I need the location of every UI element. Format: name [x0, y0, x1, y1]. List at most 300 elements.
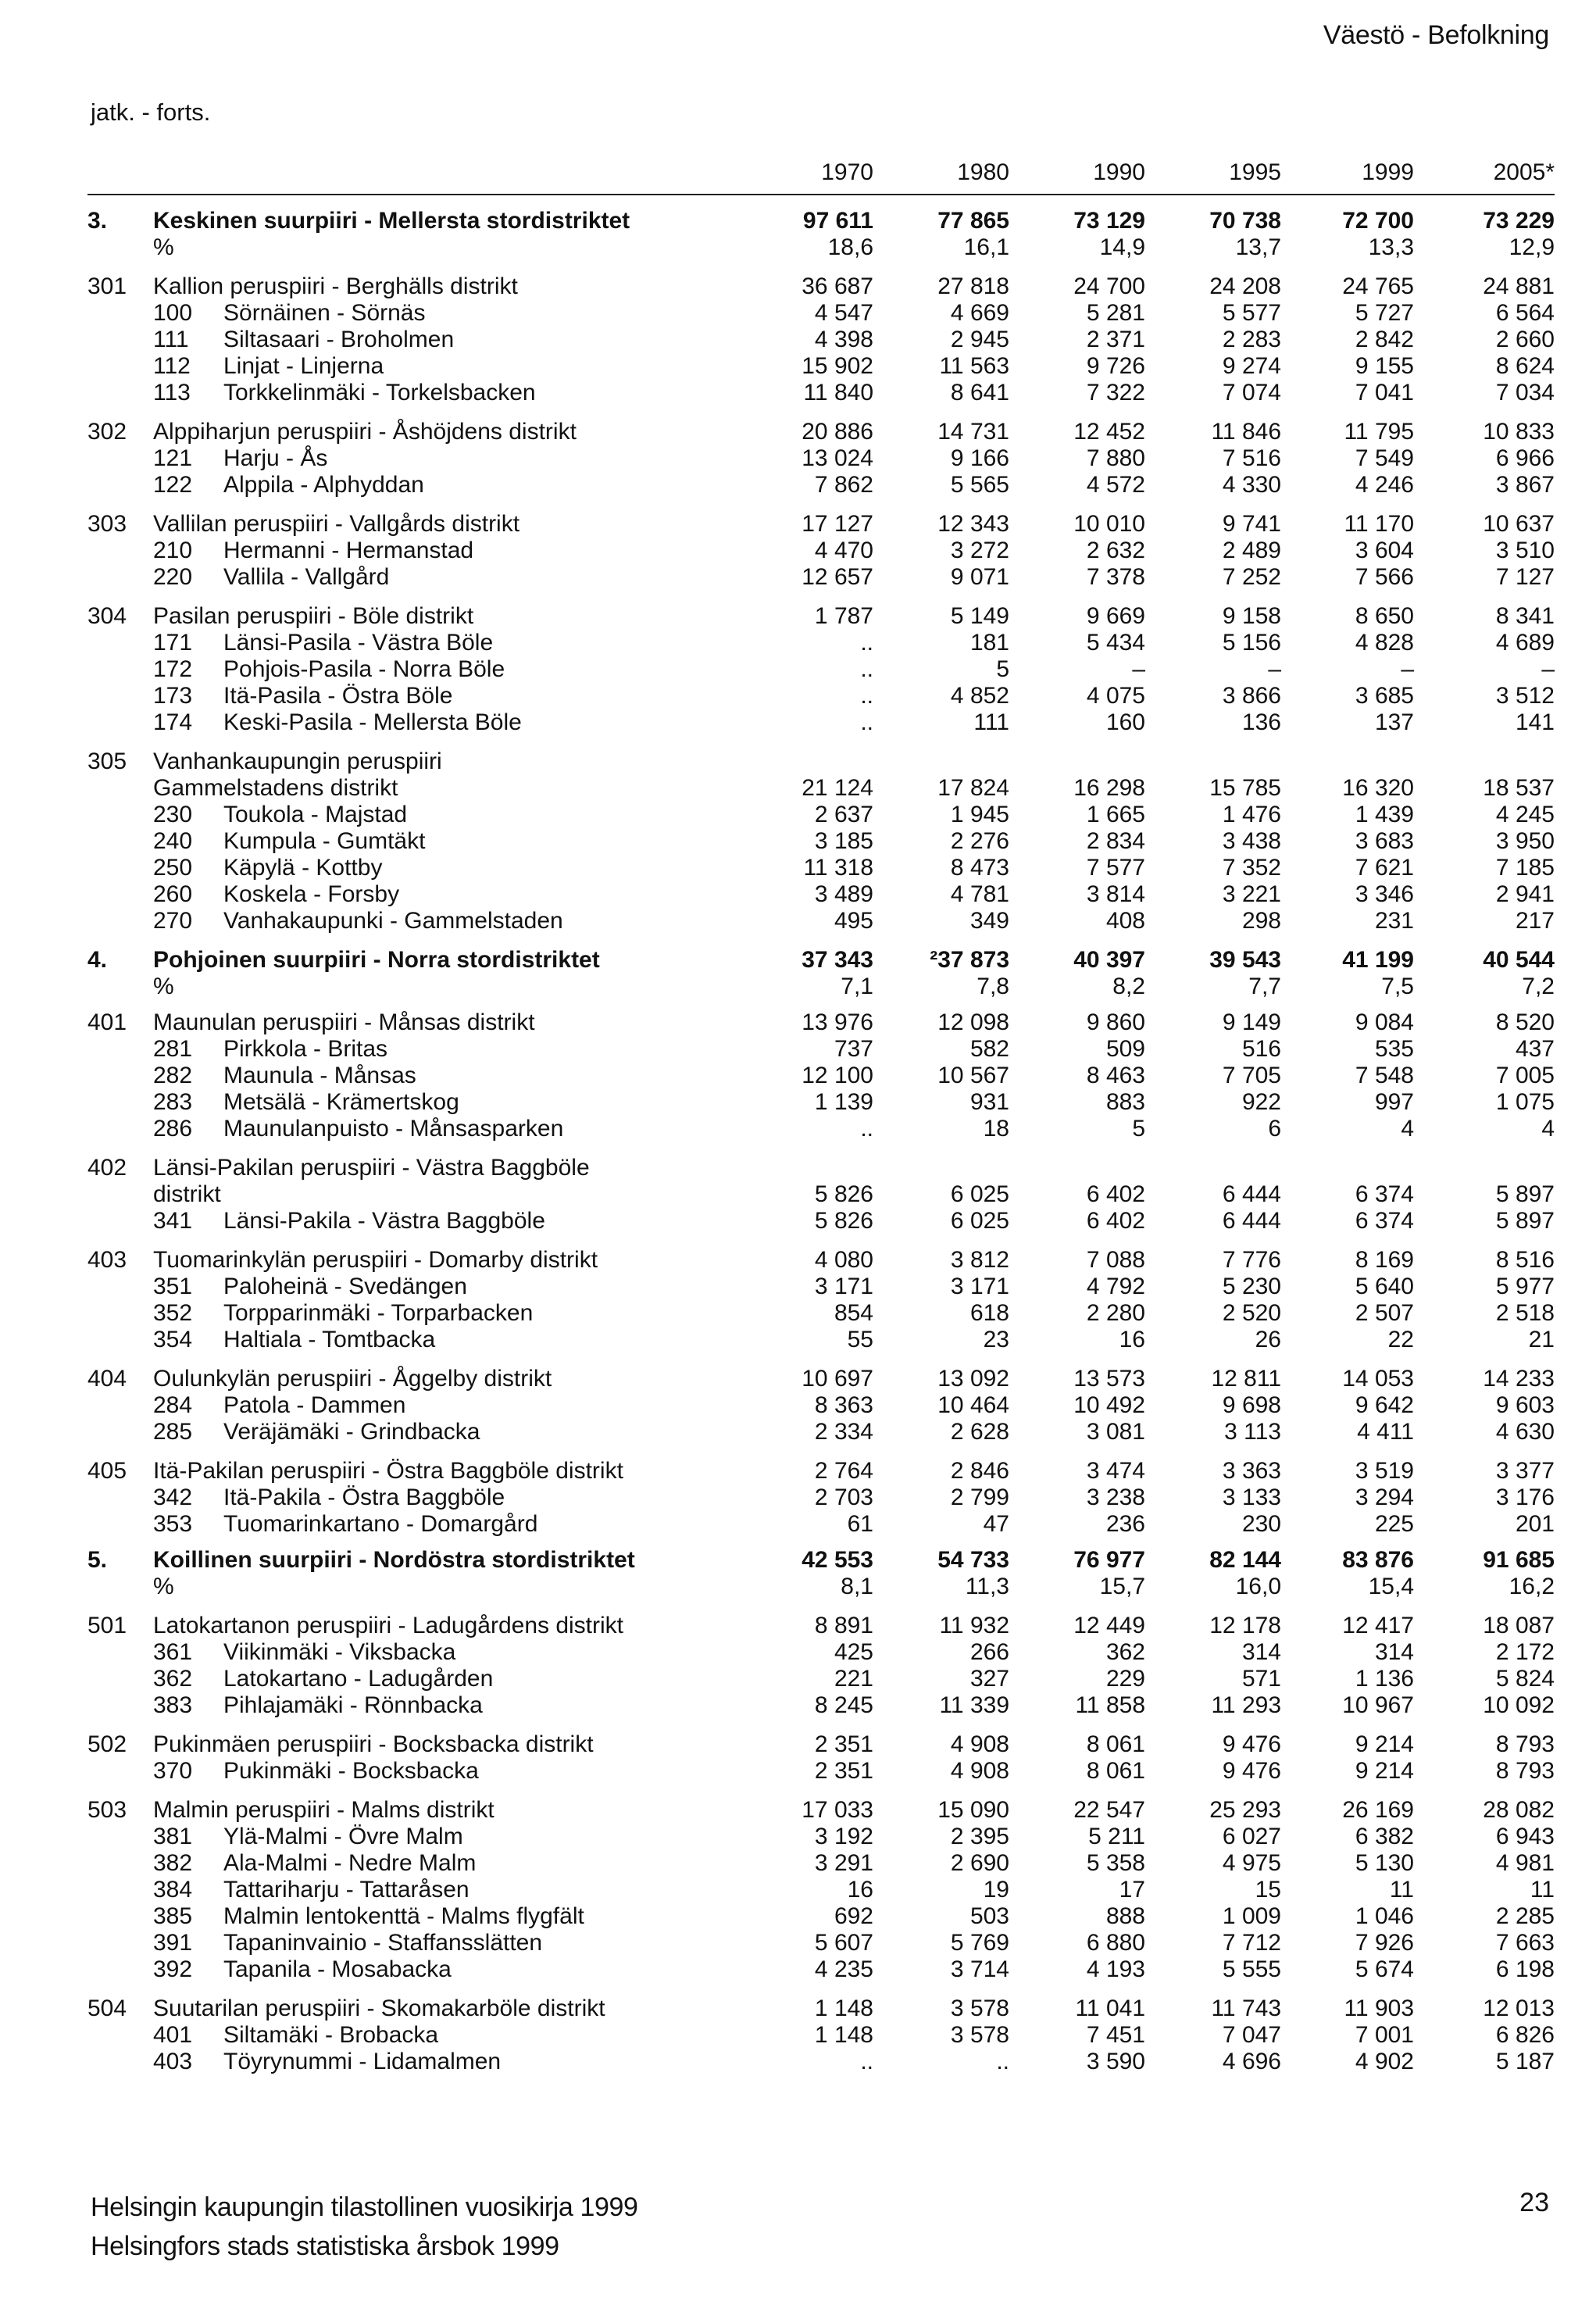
- value-cell: 6 025: [950, 1208, 1009, 1234]
- value-cell: 3 814: [1086, 881, 1145, 907]
- value-cell: 13 976: [802, 1009, 873, 1035]
- district-code: 502: [87, 1731, 127, 1757]
- table-section: [87, 603, 1555, 736]
- value-cell: 9 726: [1086, 353, 1145, 379]
- value-cell: 137: [1374, 709, 1414, 735]
- value-cell: 136: [1241, 709, 1281, 735]
- value-cell: 3 291: [814, 1850, 873, 1876]
- value-cell: 6 374: [1355, 1181, 1414, 1207]
- table-row: [87, 538, 1555, 564]
- value-cell: 8 341: [1495, 603, 1555, 629]
- subdistrict-name: Pirkkola - Britas: [223, 1036, 388, 1062]
- value-cell: 7 621: [1355, 855, 1414, 881]
- value-cell: 2 632: [1086, 538, 1145, 563]
- value-cell: 17: [1119, 1877, 1145, 1903]
- subdistrict-code: 172: [153, 656, 193, 682]
- value-cell: 97 611: [802, 208, 873, 234]
- subdistrict-name: Hermanni - Hermanstad: [223, 538, 474, 563]
- value-cell: 8 169: [1355, 1247, 1414, 1273]
- value-cell: 4 235: [814, 1956, 873, 1982]
- running-header: Väestö - Befolkning: [1323, 20, 1549, 50]
- table-section: [87, 1155, 1555, 1234]
- value-cell: 11: [1389, 1877, 1414, 1903]
- value-cell: 2 395: [950, 1824, 1009, 1849]
- value-cell: 503: [969, 1903, 1009, 1929]
- value-cell: 8 624: [1495, 353, 1555, 379]
- district-name: Gammelstadens distrikt: [153, 775, 398, 801]
- value-cell: 8 516: [1495, 1247, 1555, 1273]
- value-cell: 14 233: [1483, 1366, 1555, 1392]
- subdistrict-code: 384: [153, 1877, 193, 1903]
- subdistrict-name: Pohjois-Pasila - Norra Böle: [223, 656, 505, 682]
- value-cell: 73 229: [1483, 208, 1555, 234]
- value-cell: 5 769: [950, 1930, 1009, 1956]
- value-cell: 9 166: [950, 445, 1009, 471]
- value-cell: 6 382: [1355, 1824, 1414, 1849]
- table-row: [87, 1208, 1555, 1234]
- value-cell: 11: [1530, 1877, 1555, 1903]
- value-cell: 10 010: [1073, 511, 1145, 537]
- subdistrict-code: 342: [153, 1485, 193, 1510]
- value-cell: 3 950: [1495, 828, 1555, 854]
- value-cell: 22 547: [1073, 1797, 1145, 1823]
- subdistrict-code: 220: [153, 564, 193, 590]
- value-cell: 5 211: [1088, 1824, 1145, 1849]
- value-cell: 3 474: [1086, 1458, 1145, 1484]
- value-cell: 111: [973, 709, 1009, 735]
- value-cell: 4: [1541, 1116, 1555, 1142]
- subdistrict-name: Metsälä - Krämertskog: [223, 1089, 459, 1115]
- table-row: [87, 1155, 1555, 1181]
- table-row: [87, 1613, 1555, 1639]
- value-cell: 12 657: [802, 564, 873, 590]
- district-code: 4.: [87, 947, 108, 973]
- subdistrict-cell: [153, 1116, 748, 1142]
- district-name: Itä-Pakilan peruspiiri - Östra Baggböle distrikt: [153, 1458, 623, 1484]
- table-section: [87, 511, 1555, 591]
- value-cell: 12 100: [802, 1063, 873, 1088]
- value-cell: 10 092: [1483, 1692, 1555, 1718]
- value-cell: 2 690: [950, 1850, 1009, 1876]
- value-cell: 3 294: [1355, 1485, 1414, 1510]
- subdistrict-name: Torkkelinmäki - Torkelsbacken: [223, 380, 536, 406]
- table-section: [87, 1366, 1555, 1445]
- subdistrict-name: Itä-Pakila - Östra Baggböle: [223, 1485, 505, 1510]
- table-row: [87, 2022, 1555, 2049]
- value-cell: 26 169: [1342, 1797, 1414, 1823]
- subdistrict-code: 352: [153, 1300, 193, 1326]
- subdistrict-cell: [153, 1639, 748, 1666]
- subdistrict-code: 111: [153, 327, 189, 352]
- value-cell: 1 665: [1086, 802, 1145, 827]
- value-cell: 229: [1105, 1666, 1145, 1692]
- value-cell: 13 573: [1073, 1366, 1145, 1392]
- value-cell: 5: [1132, 1116, 1145, 1142]
- value-cell: 5 555: [1222, 1956, 1281, 1982]
- value-cell: 16 298: [1073, 775, 1145, 801]
- subdistrict-name: Tuomarinkartano - Domargård: [223, 1511, 538, 1537]
- table-row: [87, 1063, 1555, 1089]
- district-code: 403: [87, 1247, 127, 1273]
- value-cell: 11 846: [1211, 419, 1281, 445]
- value-cell: 3 489: [814, 881, 873, 907]
- subdistrict-code: 173: [153, 683, 193, 709]
- subdistrict-cell: [153, 1877, 748, 1903]
- value-cell: 3 185: [814, 828, 873, 854]
- value-cell: 2 507: [1355, 1300, 1414, 1326]
- value-cell: 6 402: [1086, 1181, 1145, 1207]
- subdistrict-name: Ala-Malmi - Nedre Malm: [223, 1850, 477, 1876]
- district-name: Oulunkylän peruspiiri - Åggelby distrikt: [153, 1366, 552, 1392]
- value-cell: 4 245: [1495, 802, 1555, 827]
- value-cell: 737: [834, 1036, 873, 1062]
- value-cell: 3 714: [950, 1956, 1009, 1982]
- value-cell: 4 975: [1222, 1850, 1281, 1876]
- value-cell: 3 363: [1222, 1458, 1281, 1484]
- subdistrict-cell: [153, 709, 748, 736]
- subdistrict-cell: [153, 2022, 748, 2049]
- district-code: 405: [87, 1458, 127, 1484]
- table-row: [87, 419, 1555, 445]
- value-cell: 9 274: [1222, 353, 1281, 379]
- value-cell: 22: [1387, 1327, 1414, 1352]
- value-cell: ..: [860, 709, 873, 735]
- value-cell: 11 563: [939, 353, 1009, 379]
- value-cell: 425: [834, 1639, 873, 1665]
- table-section: [87, 419, 1555, 498]
- subdistrict-name: Toukola - Majstad: [223, 802, 408, 827]
- table-row: [87, 1850, 1555, 1877]
- subdistrict-name: Kumpula - Gumtäkt: [223, 828, 426, 854]
- value-cell: 15 090: [937, 1797, 1009, 1823]
- value-cell: 4 075: [1086, 683, 1145, 709]
- value-cell: 5 640: [1355, 1274, 1414, 1299]
- subdistrict-code: 283: [153, 1089, 193, 1115]
- value-cell: 236: [1105, 1511, 1145, 1537]
- subdistrict-code: 122: [153, 472, 193, 498]
- value-cell: 3 683: [1355, 828, 1414, 854]
- table-section: [87, 1009, 1555, 1142]
- subdistrict-cell: [153, 1511, 748, 1538]
- table-row: [87, 1327, 1555, 1353]
- value-cell: 16 320: [1342, 775, 1414, 801]
- value-cell: 61: [847, 1511, 873, 1537]
- table-row: [87, 2049, 1555, 2075]
- value-cell: 6 198: [1495, 1956, 1555, 1982]
- value-cell: 7 705: [1222, 1063, 1281, 1088]
- table-row: [87, 1666, 1555, 1692]
- table-row: [87, 234, 1555, 261]
- district-code: 302: [87, 419, 127, 445]
- value-cell: 13,7: [1235, 234, 1281, 260]
- value-cell: 181: [969, 630, 1009, 656]
- value-cell: 3 133: [1222, 1485, 1281, 1510]
- value-cell: 9 071: [950, 564, 1009, 590]
- value-cell: 2 285: [1495, 1903, 1555, 1929]
- district-name: Pasilan peruspiiri - Böle distrikt: [153, 603, 474, 629]
- table-row: [87, 472, 1555, 498]
- subdistrict-name: Käpylä - Kottby: [223, 855, 383, 881]
- value-cell: 997: [1374, 1089, 1414, 1115]
- value-cell: 41 199: [1342, 947, 1414, 973]
- subdistrict-code: 403: [153, 2049, 193, 2074]
- value-cell: –: [1541, 656, 1555, 682]
- value-cell: 7 451: [1086, 2022, 1145, 2048]
- value-cell: 13 024: [802, 445, 873, 471]
- value-cell: 5 826: [814, 1208, 873, 1234]
- year-header: 1980: [957, 159, 1009, 185]
- value-cell: 2 941: [1495, 881, 1555, 907]
- value-cell: 14 053: [1342, 1366, 1414, 1392]
- table-row: [87, 1089, 1555, 1116]
- value-cell: 11 293: [1211, 1692, 1281, 1718]
- district-name: distrikt: [153, 1181, 221, 1207]
- value-cell: 5 149: [950, 603, 1009, 629]
- value-cell: 5 130: [1355, 1850, 1414, 1876]
- value-cell: 7 516: [1222, 445, 1281, 471]
- subdistrict-name: Länsi-Pakila - Västra Baggböle: [223, 1208, 545, 1234]
- table-row: [87, 802, 1555, 828]
- value-cell: 2 846: [950, 1458, 1009, 1484]
- value-cell: 24 881: [1483, 273, 1555, 299]
- subdistrict-name: Paloheinä - Svedängen: [223, 1274, 467, 1299]
- value-cell: 4 547: [814, 300, 873, 326]
- value-cell: 1 136: [1355, 1666, 1414, 1692]
- subdistrict-name: Pihlajamäki - Rönnbacka: [223, 1692, 483, 1718]
- district-code: 401: [87, 1009, 127, 1035]
- subdistrict-code: 361: [153, 1639, 193, 1665]
- value-cell: 18: [983, 1116, 1009, 1142]
- value-cell: –: [1132, 656, 1145, 682]
- value-cell: 13,3: [1368, 234, 1414, 260]
- value-cell: 327: [969, 1666, 1009, 1692]
- value-cell: 888: [1105, 1903, 1145, 1929]
- value-cell: 571: [1241, 1666, 1281, 1692]
- value-cell: 931: [969, 1089, 1009, 1115]
- value-cell: 4 470: [814, 538, 873, 563]
- subdistrict-cell: [153, 908, 748, 934]
- subdistrict-code: 270: [153, 908, 193, 934]
- value-cell: 6 880: [1086, 1930, 1145, 1956]
- subdistrict-cell: [153, 683, 748, 709]
- table-row: [87, 630, 1555, 656]
- value-cell: 4 981: [1495, 1850, 1555, 1876]
- value-cell: 2 520: [1222, 1300, 1281, 1326]
- value-cell: 15 902: [802, 353, 873, 379]
- value-cell: 2 351: [814, 1758, 873, 1784]
- value-cell: 3 377: [1495, 1458, 1555, 1484]
- value-cell: 5 674: [1355, 1956, 1414, 1982]
- value-cell: 4 908: [950, 1758, 1009, 1784]
- value-cell: 3 272: [950, 538, 1009, 563]
- value-cell: 5: [996, 656, 1009, 682]
- subdistrict-code: 174: [153, 709, 193, 735]
- subdistrict-code: 385: [153, 1903, 193, 1929]
- value-cell: 11 840: [803, 380, 873, 406]
- value-cell: 221: [834, 1666, 873, 1692]
- subdistrict-code: 285: [153, 1419, 193, 1445]
- value-cell: 3 171: [950, 1274, 1009, 1299]
- table-row: [87, 1485, 1555, 1511]
- value-cell: 12 013: [1483, 1996, 1555, 2021]
- subdistrict-code: 171: [153, 630, 193, 656]
- value-cell: 1 148: [814, 2022, 873, 2048]
- value-cell: 883: [1105, 1089, 1145, 1115]
- value-cell: 70 738: [1209, 208, 1281, 234]
- subdistrict-cell: [153, 1036, 748, 1063]
- value-cell: 12 343: [937, 511, 1009, 537]
- value-cell: 40 544: [1483, 947, 1555, 973]
- value-cell: 1 075: [1495, 1089, 1555, 1115]
- subdistrict-cell: [153, 802, 748, 828]
- subdistrict-name: Patola - Dammen: [223, 1392, 406, 1418]
- district-name: Vanhankaupungin peruspiiri: [153, 749, 442, 774]
- subdistrict-name: Ylä-Malmi - Övre Malm: [223, 1824, 463, 1849]
- header-rule: [87, 194, 1555, 195]
- subdistrict-cell: [153, 1850, 748, 1877]
- value-cell: 349: [969, 908, 1009, 934]
- continued-label: jatk. - forts.: [91, 98, 211, 126]
- subdistrict-code: 113: [153, 380, 191, 406]
- value-cell: 509: [1105, 1036, 1145, 1062]
- value-cell: 10 637: [1483, 511, 1555, 537]
- table-row: [87, 1956, 1555, 1983]
- value-cell: 7 127: [1495, 564, 1555, 590]
- value-cell: 7,5: [1381, 974, 1414, 999]
- subdistrict-code: 260: [153, 881, 193, 907]
- value-cell: 73 129: [1073, 208, 1145, 234]
- subdistrict-code: 401: [153, 2022, 193, 2048]
- subdistrict-cell: [153, 445, 748, 472]
- table-row: [87, 656, 1555, 683]
- table-row: [87, 1731, 1555, 1758]
- value-cell: 2 518: [1495, 1300, 1555, 1326]
- footer-title-fi: Helsingin kaupungin tilastollinen vuosikirja 1999: [91, 2192, 638, 2222]
- value-cell: 1 148: [814, 1996, 873, 2021]
- value-cell: 3 578: [950, 2022, 1009, 2048]
- district-code: 3.: [87, 208, 108, 234]
- value-cell: 27 818: [937, 273, 1009, 299]
- subdistrict-name: Veräjämäki - Grindbacka: [223, 1419, 480, 1445]
- district-code: 501: [87, 1613, 127, 1638]
- value-cell: 14 731: [937, 419, 1009, 445]
- value-cell: 6 564: [1495, 300, 1555, 326]
- value-cell: 1 439: [1355, 802, 1414, 827]
- subdistrict-name: Vanhakaupunki - Gammelstaden: [223, 908, 563, 934]
- value-cell: 408: [1105, 908, 1145, 934]
- value-cell: 16,0: [1235, 1574, 1281, 1599]
- value-cell: 10 833: [1483, 419, 1555, 445]
- value-cell: 47: [983, 1511, 1009, 1537]
- value-cell: 10 464: [937, 1392, 1009, 1418]
- subdistrict-name: Vallila - Vallgård: [223, 564, 390, 590]
- subdistrict-cell: [153, 1485, 748, 1511]
- table-row: [87, 353, 1555, 380]
- district-code: 404: [87, 1366, 127, 1392]
- subdistrict-code: 240: [153, 828, 193, 854]
- subdistrict-cell: [153, 828, 748, 855]
- subdistrict-name: Siltasaari - Broholmen: [223, 327, 455, 352]
- subdistrict-cell: [153, 1824, 748, 1850]
- value-cell: 1 046: [1355, 1903, 1414, 1929]
- subdistrict-name: Tattariharju - Tattaråsen: [223, 1877, 470, 1903]
- table-row: [87, 1547, 1555, 1574]
- subdistrict-name: Maunulanpuisto - Månsasparken: [223, 1116, 564, 1142]
- table-section: [87, 1996, 1555, 2075]
- table-row: [87, 208, 1555, 234]
- value-cell: 4 852: [950, 683, 1009, 709]
- value-cell: 8 650: [1355, 603, 1414, 629]
- value-cell: 8 061: [1086, 1731, 1145, 1757]
- value-cell: 11 318: [803, 855, 873, 881]
- value-cell: ..: [860, 656, 873, 682]
- value-cell: 24 208: [1209, 273, 1281, 299]
- subdistrict-cell: [153, 881, 748, 908]
- value-cell: 618: [969, 1300, 1009, 1326]
- value-cell: 12 098: [937, 1009, 1009, 1035]
- value-cell: 7,2: [1522, 974, 1555, 999]
- value-cell: 12 811: [1211, 1366, 1281, 1392]
- subdistrict-cell: [153, 630, 748, 656]
- value-cell: 2 628: [950, 1419, 1009, 1445]
- value-cell: 82 144: [1209, 1547, 1281, 1573]
- value-cell: 21: [1528, 1327, 1555, 1352]
- table-row: [87, 908, 1555, 934]
- table-row: [87, 1877, 1555, 1903]
- value-cell: 6 374: [1355, 1208, 1414, 1234]
- table-body: [87, 208, 1555, 2075]
- value-cell: 8 061: [1086, 1758, 1145, 1784]
- subdistrict-name: Malmin lentokenttä - Malms flygfält: [223, 1903, 584, 1929]
- value-cell: 7 001: [1355, 2022, 1414, 2048]
- subdistrict-name: Alppila - Alphyddan: [223, 472, 424, 498]
- value-cell: 3 192: [814, 1824, 873, 1849]
- value-cell: 11 858: [1075, 1692, 1145, 1718]
- value-cell: 11 170: [1344, 511, 1414, 537]
- value-cell: 4 781: [950, 881, 1009, 907]
- value-cell: 7 548: [1355, 1063, 1414, 1088]
- year-header: 1999: [1362, 159, 1414, 185]
- value-cell: ..: [860, 683, 873, 709]
- value-cell: 2 945: [950, 327, 1009, 352]
- value-cell: 8 793: [1495, 1758, 1555, 1784]
- value-cell: 5 607: [814, 1930, 873, 1956]
- subdistrict-cell: [153, 1903, 748, 1930]
- value-cell: 2 276: [950, 828, 1009, 854]
- value-cell: 9 669: [1086, 603, 1145, 629]
- table-row: [87, 603, 1555, 630]
- value-cell: 12 449: [1073, 1613, 1145, 1638]
- value-cell: 314: [1374, 1639, 1414, 1665]
- subdistrict-cell: [153, 353, 748, 380]
- district-name: %: [153, 974, 174, 999]
- table-row: [87, 564, 1555, 591]
- value-cell: 3 578: [950, 1996, 1009, 2021]
- value-cell: –: [1401, 656, 1414, 682]
- district-code: 304: [87, 603, 127, 629]
- value-cell: 8 245: [814, 1692, 873, 1718]
- district-code: 301: [87, 273, 127, 299]
- value-cell: 3 221: [1222, 881, 1281, 907]
- value-cell: 7 005: [1495, 1063, 1555, 1088]
- value-cell: 17 127: [802, 511, 873, 537]
- subdistrict-cell: [153, 1089, 748, 1116]
- value-cell: 9 155: [1355, 353, 1414, 379]
- subdistrict-code: 341: [153, 1208, 193, 1234]
- value-cell: 3 113: [1224, 1419, 1281, 1445]
- value-cell: 4 630: [1495, 1419, 1555, 1445]
- value-cell: 9 603: [1495, 1392, 1555, 1418]
